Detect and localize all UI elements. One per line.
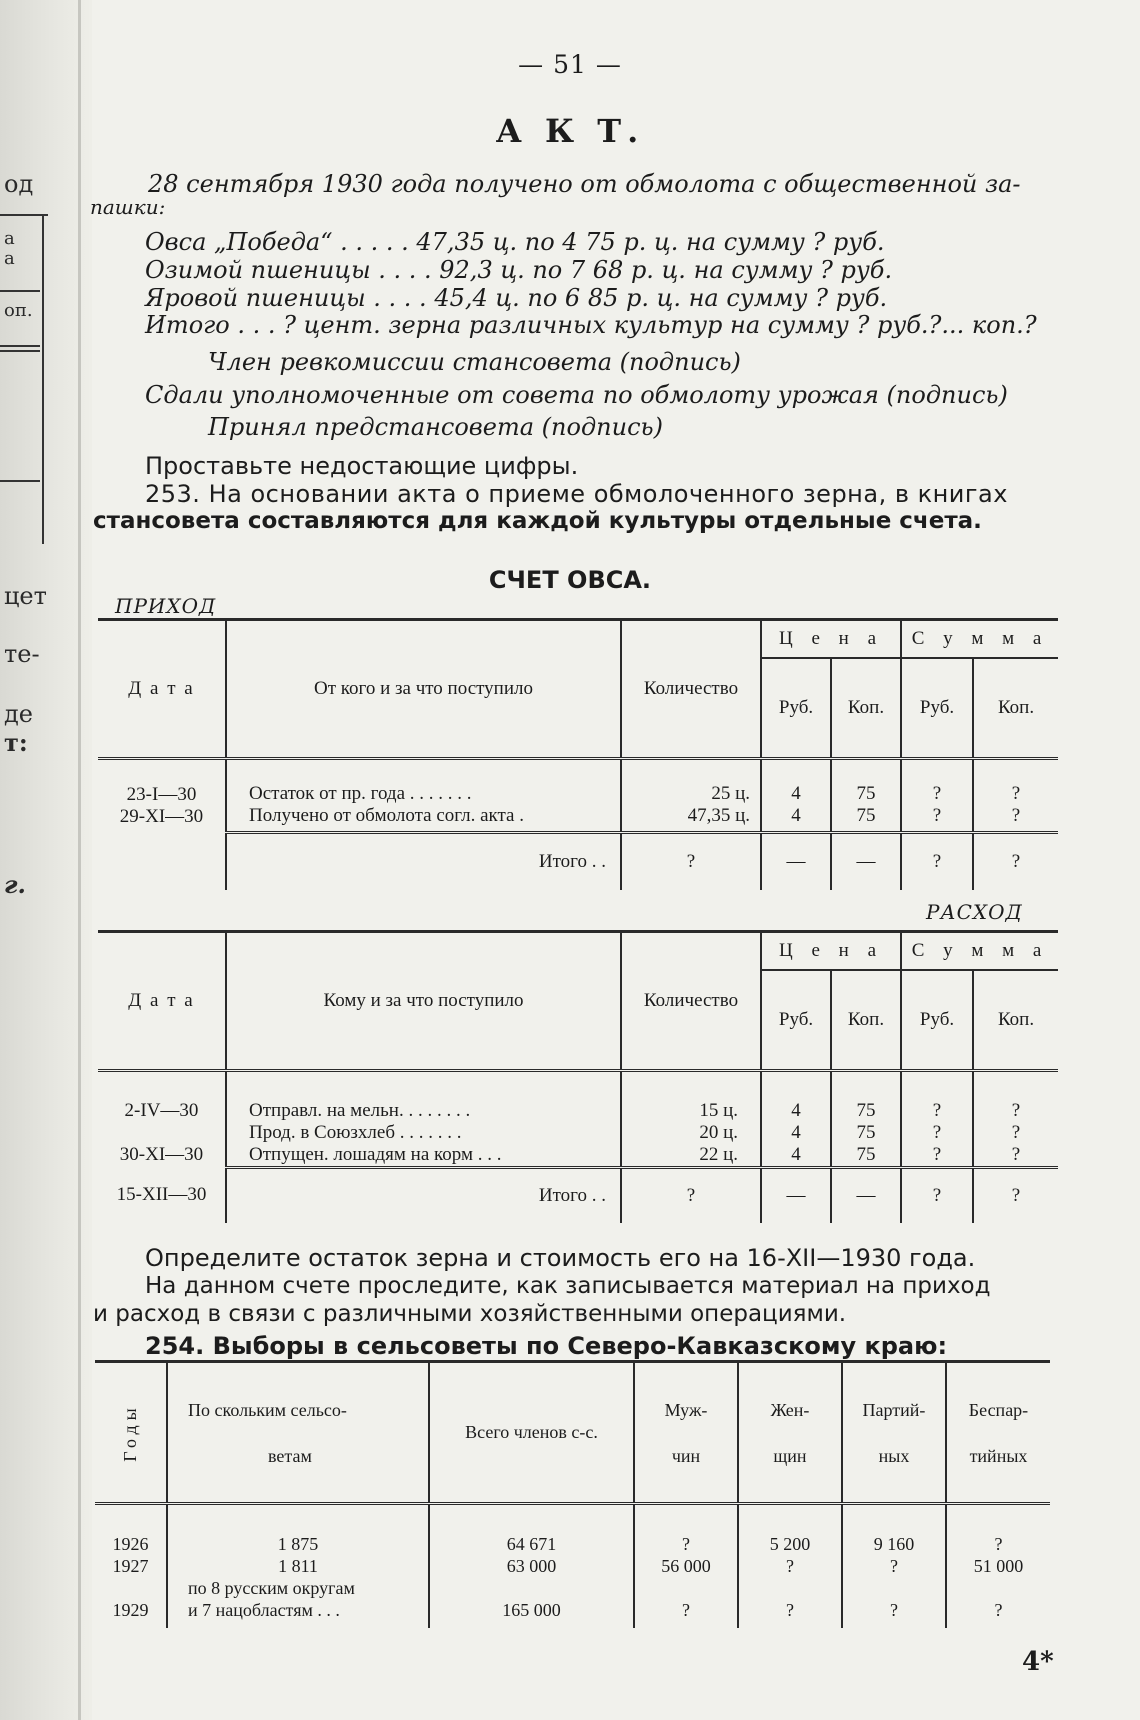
description: Отправл. на мельн. . . . . . . . [249,1099,471,1121]
left-fragment-rule [0,214,48,216]
header-men-cell [634,1362,738,1504]
sum-rub: ? [932,783,942,804]
header-nonparty-cont: тийных [969,1445,1028,1466]
sum-kop-cell [973,758,1058,832]
party-cell [842,1504,946,1628]
price-kop-cell [831,1070,901,1167]
header-sum-rub: Руб. [901,970,973,1070]
left-fragment-rule [42,214,44,544]
header-quantity: Количество [621,932,761,1071]
header-price: Ц е н а [761,620,901,659]
left-fragment: де [4,700,33,728]
left-fragment: г. [4,870,26,899]
description-cell [226,758,621,832]
price-kop: 75 [856,1143,876,1165]
header-women-cell [738,1362,842,1504]
page-fold-line [78,0,81,1720]
header-party-cell [842,1362,946,1504]
price-rub: 4 [791,1099,801,1121]
men: ? [682,1534,690,1554]
act-signature: Принял предстансовета (подпись) [208,413,663,441]
sum-rub-cell [901,758,973,832]
price-kop-cell [831,758,901,832]
header-price-kop: Коп. [831,970,901,1070]
header-party-cont: ных [878,1445,910,1466]
women-cell [738,1504,842,1628]
total-sum-rub: ? [901,1167,973,1223]
signature-mark: 4* [1022,1647,1054,1677]
sum-kop: ? [1011,1099,1021,1121]
quantity: 25 ц. [711,783,750,804]
date: 29-XI—30 [119,805,204,827]
date: 2-IV—30 [124,1099,199,1121]
total-price-kop: — [831,832,901,890]
date: 30-XI—30 [119,1143,204,1165]
header-date: Д а т а [98,620,226,759]
women: 5 200 [769,1534,811,1554]
header-nonparty: Беспар- [968,1399,1029,1420]
sum-kop-cell [973,1070,1058,1167]
task-254: 254. Выборы в сельсоветы по Северо-Кавказскому краю: [145,1332,948,1360]
header-councils-cell [167,1362,429,1504]
act-intro: 28 сентября 1930 года получено от обмолота с общественной за- [148,170,1021,198]
header-from-whom: От кого и за что поступило [226,620,621,759]
header-price-rub: Руб. [761,970,831,1070]
description: Прод. в Союзхлеб . . . . . . . [249,1121,462,1143]
act-title: А К Т. [495,112,645,150]
date-cell [98,758,226,832]
year: 1929 [112,1600,149,1620]
header-price: Ц е н а [761,932,901,971]
sum-rub: ? [932,1099,942,1121]
total-price-kop: — [831,1167,901,1223]
total-members: 63 000 [506,1556,557,1576]
party: ? [890,1556,898,1576]
party: ? [890,1600,898,1620]
left-fragment-rule [0,480,40,482]
description: Отпущен. лошадям на корм . . . [249,1143,502,1165]
price-rub: 4 [791,783,801,804]
header-men-cont: чин [671,1445,701,1466]
left-fragment: од [4,170,34,198]
header-nonparty-cell [946,1362,1050,1504]
prikhod-table [98,618,1058,890]
act-item: Овса „Победа“ . . . . . 47,35 ц. по 4 75 р. ц. на сумму ? руб. [145,228,885,256]
total-label: Итого . . [226,832,621,890]
price-rub: 4 [791,1143,801,1165]
header-date: Д а т а [98,932,226,1071]
header-years-cell [95,1362,167,1504]
price-rub: 4 [791,805,801,826]
act-item: Озимой пшеницы . . . . 92,3 ц. по 7 68 р. ц. на сумму ? руб. [145,256,893,284]
quantity-cell [621,758,761,832]
left-fragment-rule [0,290,40,292]
header-women: Жен- [770,1399,810,1420]
header-total-members: Всего членов с-с. [429,1362,634,1504]
instruction: Проставьте недостающие цифры. [145,452,579,480]
header-price-kop: Коп. [831,658,901,758]
description-cell [226,1070,621,1167]
sum-kop: ? [1011,1121,1021,1143]
party: 9 160 [873,1534,915,1554]
question-remainder: Определите остаток зерна и стоимость его на 16-XII—1930 года. [145,1244,976,1272]
header-men: Муж- [664,1399,708,1420]
year: 1926 [112,1534,149,1554]
act-intro-cont: пашки: [90,195,166,219]
prikhod-label: ПРИХОД [115,594,217,618]
header-sum-kop: Коп. [973,658,1058,758]
total-quantity: ? [621,832,761,890]
women: ? [786,1600,794,1620]
header-quantity: Количество [621,620,761,759]
header-years: Годы [120,1403,140,1462]
price-kop: 75 [856,805,876,826]
header-councils-cont: ветам [268,1445,312,1466]
total-members: 165 000 [502,1600,561,1620]
header-women-cont: щин [773,1445,807,1466]
quantity: 15 ц. [699,1099,738,1121]
total-members: 64 671 [506,1534,557,1554]
description: Получено от обмолота согл. акта . [249,805,524,826]
header-sum: С у м м а [901,932,1058,971]
years-cell [95,1504,167,1628]
nonparty-cell [946,1504,1050,1628]
header-sum: С у м м а [901,620,1058,659]
oats-account-title: СЧЕТ ОВСА. [488,566,652,594]
raskhod-label: РАСХОД [926,900,1023,924]
sum-kop: ? [1011,805,1021,826]
question-trace-cont: и расход в связи с различными хозяйственными операциями. [93,1301,847,1327]
header-price-rub: Руб. [761,658,831,758]
quantity: 22 ц. [699,1143,738,1165]
date-cell [98,1070,226,1167]
price-kop: 75 [856,783,876,804]
councils: 1 875 [277,1534,319,1554]
councils: по 8 русским округам [188,1578,355,1598]
sum-rub: ? [932,1121,942,1143]
sum-kop: ? [1011,783,1021,804]
sum-kop: ? [1011,1143,1021,1165]
date: 15-XII—30 [116,1184,207,1205]
men-cell [634,1504,738,1628]
councils: 1 811 [278,1556,318,1576]
quantity: 20 ц. [699,1121,738,1143]
left-fragment: а [4,248,15,269]
raskhod-table [98,930,1058,1223]
women: ? [786,1556,794,1576]
header-councils: По скольким сельсо- [188,1399,347,1420]
left-fragment-rule [0,345,40,347]
total-sum-kop: ? [973,1167,1058,1223]
nonparty: ? [994,1534,1003,1554]
header-to-whom: Кому и за что поступило [226,932,621,1071]
quantity: 47,35 ц. [687,805,750,826]
question-trace: На данном счете проследите, как записывается материал на приход [145,1273,991,1299]
sum-rub: ? [932,805,942,826]
total-price-rub: — [761,832,831,890]
header-sum-kop: Коп. [973,970,1058,1070]
price-rub: 4 [791,1121,801,1143]
act-item: Яровой пшеницы . . . . 45,4 ц. по 6 85 р. ц. на сумму ? руб. [145,284,888,312]
left-fragment-rule [0,350,40,352]
total-sum-rub: ? [901,832,973,890]
nonparty: 51 000 [973,1556,1024,1576]
task-253-cont: стансовета составляются для каждой культуры отдельные счета. [93,508,982,534]
elections-table [95,1360,1050,1628]
price-kop: 75 [856,1099,876,1121]
year: 1927 [112,1556,149,1576]
header-sum-rub: Руб. [901,658,973,758]
quantity-cell [621,1070,761,1167]
sum-rub-cell [901,1070,973,1167]
left-fragment: цет [4,582,47,610]
price-rub-cell [761,758,831,832]
total-label: Итого . . [226,1167,621,1223]
councils: и 7 нацобластям . . . [188,1600,340,1620]
price-rub-cell [761,1070,831,1167]
price-kop: 75 [856,1121,876,1143]
men: ? [682,1600,690,1620]
total-quantity: ? [621,1167,761,1223]
act-total: Итого . . . ? цент. зерна различных культур на сумму ? руб.?... коп.? [145,311,1037,339]
page-number: — 51 — [518,50,622,79]
councils-cell [167,1504,429,1628]
header-party: Партий- [862,1399,926,1420]
description: Остаток от пр. года . . . . . . . [249,783,472,804]
sum-rub: ? [932,1143,942,1165]
task-253: 253. На основании акта о приеме обмолоченного зерна, в книгах [145,480,1008,508]
date: 23-I—30 [126,783,197,805]
total-price-rub: — [761,1167,831,1223]
act-signature: Сдали уполномоченные от совета по обмолоту урожая (подпись) [145,381,1008,409]
total-members-cell [429,1504,634,1628]
men: 56 000 [661,1556,711,1576]
total-sum-kop: ? [973,832,1058,890]
left-fragment: те- [4,640,40,668]
act-signature: Член ревкомиссии стансовета (подпись) [208,348,741,376]
left-fragment: оп. [4,300,33,321]
left-fragment: т: [4,728,28,757]
left-fragment: а [4,228,15,249]
nonparty: ? [994,1600,1003,1620]
